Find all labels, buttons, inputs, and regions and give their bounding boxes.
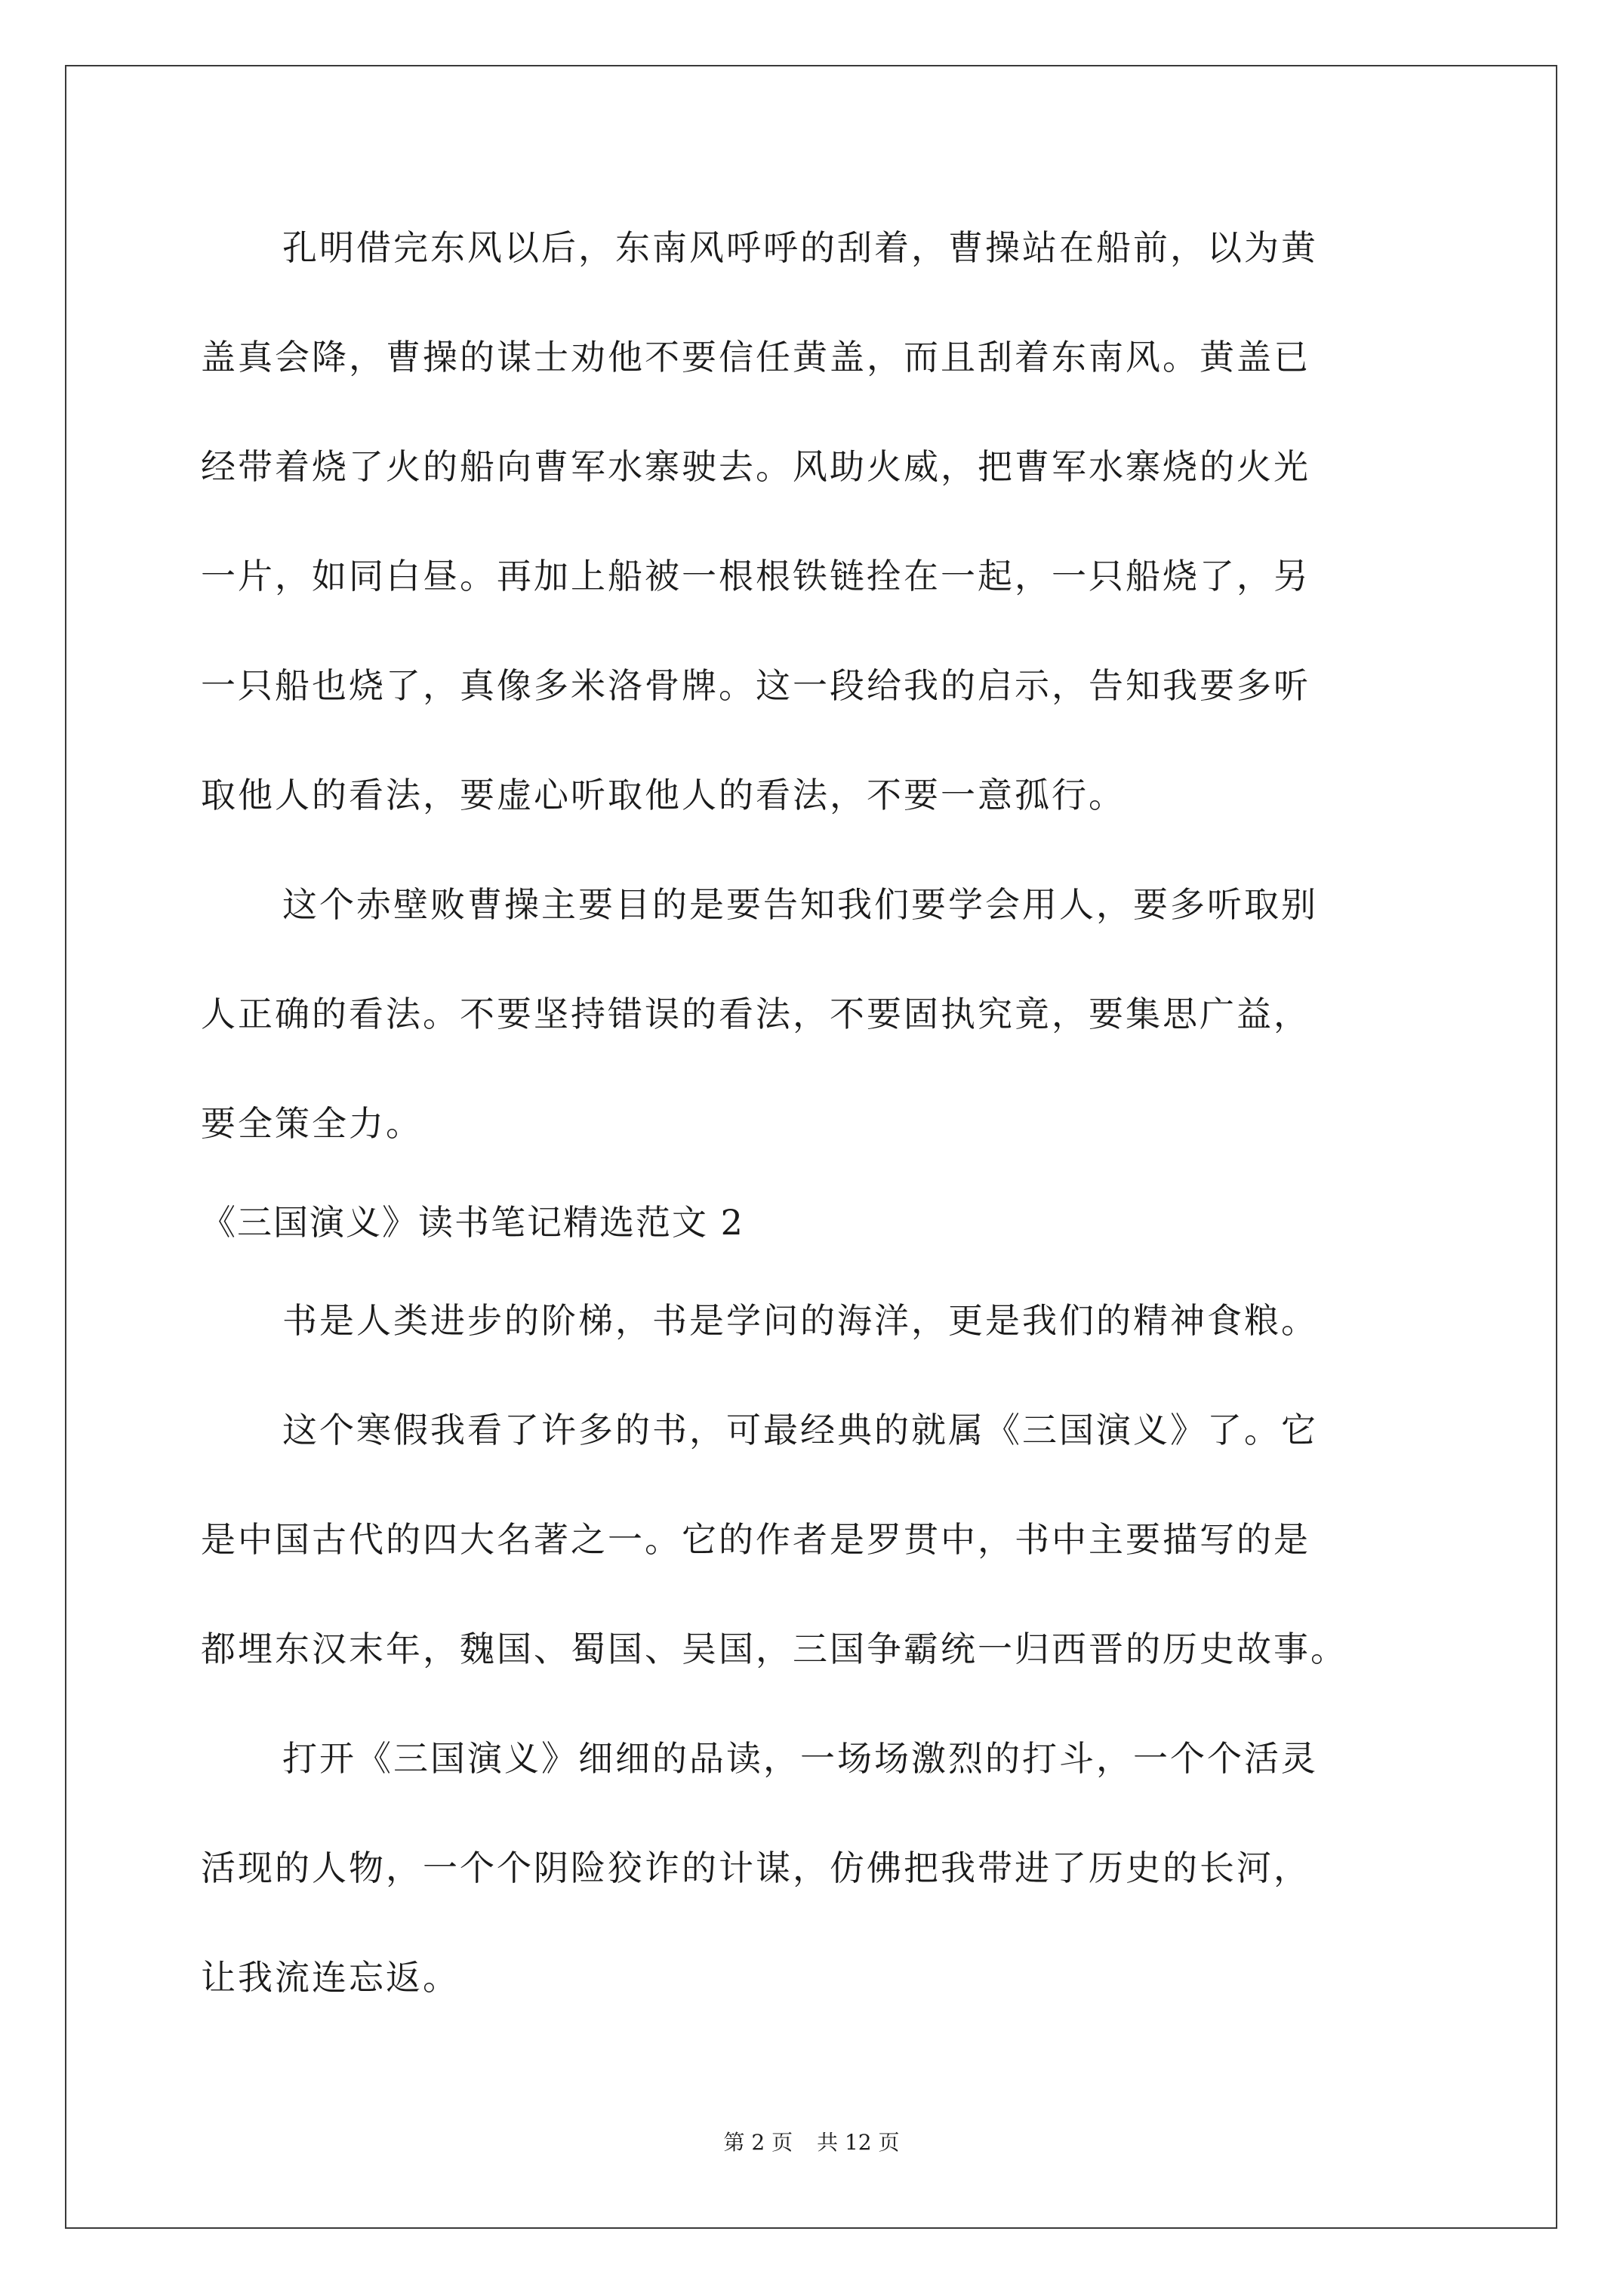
paragraph-line: 人正确的看法。不要坚持错误的看法，不要固执究竟，要集思广益， [201, 994, 1310, 1034]
paragraph-line: 活现的人物，一个个阴险狡诈的计谋，仿佛把我带进了历史的长河， [201, 1848, 1310, 1888]
section-heading: 《三国演义》读书笔记精选范文 2 [201, 1202, 744, 1243]
paragraph-line: 这个赤壁败曹操主要目的是要告知我们要学会用人，要多听取别 [282, 884, 1318, 925]
page-total: 共 12 页 [817, 2130, 900, 2155]
paragraph-line: 打开《三国演义》细细的品读，一场场激烈的打斗，一个个活灵 [282, 1738, 1318, 1779]
paragraph-line: 孔明借完东风以后，东南风呼呼的刮着，曹操站在船前，以为黄 [282, 227, 1318, 268]
page-footer [0, 2129, 1623, 2156]
paragraph-line: 取他人的看法，要虚心听取他人的看法，不要一意孤行。 [201, 775, 1126, 815]
paragraph-line: 经带着烧了火的船向曹军水寨驶去。风助火威，把曹军水寨烧的火光 [201, 446, 1310, 487]
paragraph-line: 是中国古代的四大名著之一。它的作者是罗贯中，书中主要描写的是 [201, 1519, 1310, 1560]
paragraph-line: 一只船也烧了，真像多米洛骨牌。这一段给我的启示，告知我要多听 [201, 665, 1310, 706]
paragraph-line: 要全策全力。 [201, 1103, 423, 1144]
paragraph-line: 书是人类进步的阶梯，书是学问的海洋，更是我们的精神食粮。 [282, 1300, 1318, 1341]
paragraph-line: 都埋东汉末年，魏国、蜀国、吴国，三国争霸统一归西晋的历史故事。 [201, 1629, 1347, 1669]
page-number: 第 2 页 [723, 2130, 793, 2155]
paragraph-line: 这个寒假我看了许多的书，可最经典的就属《三国演义》了。它 [282, 1410, 1318, 1450]
paragraph-line: 盖真会降，曹操的谋士劝他不要信任黄盖，而且刮着东南风。黄盖已 [201, 337, 1310, 378]
paragraph-line: 让我流连忘返。 [201, 1957, 460, 1998]
paragraph-line: 一片，如同白昼。再加上船被一根根铁链拴在一起，一只船烧了，另 [201, 556, 1310, 596]
page-border [65, 65, 1557, 2229]
